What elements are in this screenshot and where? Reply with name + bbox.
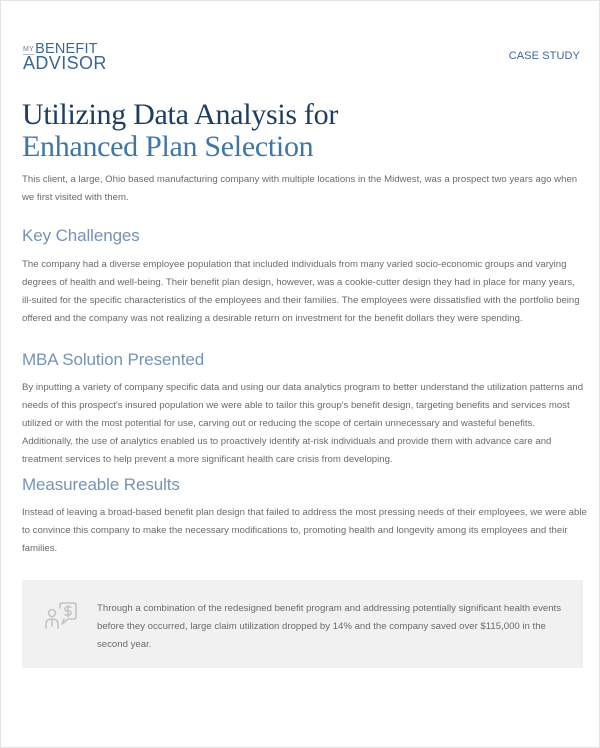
results-callout [22, 580, 583, 668]
title-line-1: Utilizing Data Analysis for [22, 98, 339, 131]
key-challenges-body: The company had a diverse employee population that included individuals from many varied socio-economic groups and varying degrees of health and well-being. Their benefit plan design, however, was a cookie-cutter design they had in place for many years, ill-suited for the specific characteristics of the employees and their families. The employees were dissatisfied with the portfolio being offered and the company was not realizing a desirable return on investment for the benefit dollars they were spending. [22, 259, 580, 324]
person-dollar-speech-icon [43, 601, 79, 633]
callout-text: Through a combination of the redesigned benefit program and addressing potentially significant health events before they occurred, large claim utilization dropped by 14% and the company saved over $115,000 in the second year. [97, 603, 561, 650]
mba-solution-heading: MBA Solution Presented [22, 350, 205, 369]
page-title [22, 99, 338, 163]
measurable-results-heading: Measureable Results [22, 475, 180, 494]
case-study-label: CASE STUDY [508, 50, 580, 62]
key-challenges-heading: Key Challenges [22, 226, 140, 245]
logo-advisor: ADVISOR [23, 53, 107, 73]
mba-solution-body: By inputting a variety of company specific data and using our data analytics program to better understand the utilization patterns and needs of this prospect's insured population we were able to tailor this group's benefit design, targeting benefits and services most utilized or with the most potential for use, carving out or reducing the scope of certain unnecessary and wasteful benefits. Additionally, the use of analytics enabled us to proactively identify at-risk individuals and provide them with advance care and treatment services to help prevent a more significant health care crisis from developing. [22, 382, 584, 465]
title-line-2: Enhanced Plan Selection [22, 130, 314, 163]
measurable-results-body: Instead of leaving a broad-based benefit plan design that failed to address the most pressing needs of their employees, we were able to convince this company to make the necessary modifications to, promoting health and longevity among its employees and their families. [22, 507, 587, 554]
intro-paragraph: This client, a large, Ohio based manufacturing company with multiple locations in the Midwest, was a prospect two years ago when we first visited with them. [22, 174, 578, 203]
my-benefit-advisor-logo [23, 43, 107, 71]
logo-benefit: BENEFIT [35, 41, 98, 57]
logo-my: MY [23, 46, 35, 53]
